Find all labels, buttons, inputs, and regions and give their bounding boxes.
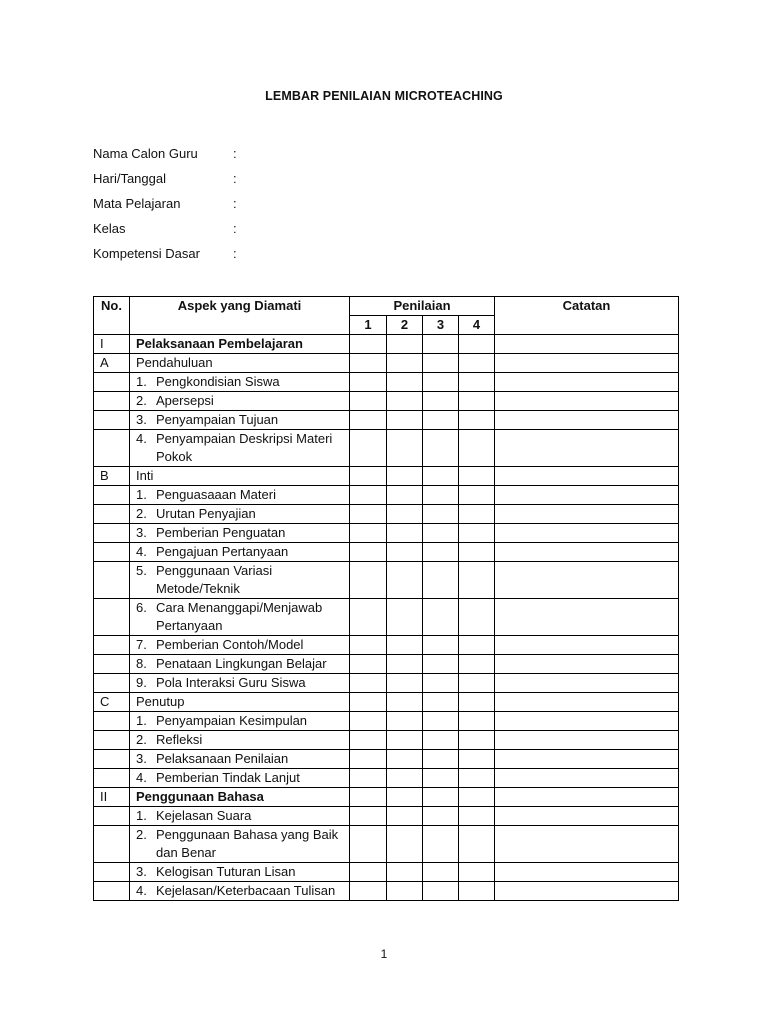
score-cell-2[interactable]: [387, 543, 423, 562]
score-cell-4[interactable]: [459, 430, 495, 467]
score-cell-3[interactable]: [423, 712, 459, 731]
row-number: [94, 430, 130, 467]
score-cell-4[interactable]: [459, 826, 495, 863]
score-cell-2[interactable]: [387, 769, 423, 788]
score-cell-2[interactable]: [387, 411, 423, 430]
item-number: 1.: [136, 487, 147, 502]
table-row: [94, 807, 679, 826]
score-cell-3[interactable]: [423, 788, 459, 807]
score-cell-4[interactable]: [459, 863, 495, 882]
row-aspect: [130, 373, 350, 392]
row-aspect: [130, 636, 350, 655]
item-text: Penataan Lingkungan Belajar: [156, 656, 327, 671]
notes-cell[interactable]: [495, 486, 679, 505]
info-row-nama: [93, 145, 237, 170]
table-row: [94, 769, 679, 788]
notes-cell[interactable]: [495, 807, 679, 826]
item-text: Cara Menanggapi/Menjawab Pertanyaan: [156, 600, 323, 633]
info-label: Nama Calon Guru: [93, 146, 198, 161]
item-number: 2.: [136, 506, 147, 521]
assessment-table: [93, 296, 679, 901]
score-cell-1[interactable]: [350, 826, 387, 863]
score-cell-1[interactable]: [350, 769, 387, 788]
score-cell-2[interactable]: [387, 750, 423, 769]
info-fields: [93, 145, 237, 270]
score-cell-4[interactable]: [459, 655, 495, 674]
header-aspect: Aspek yang Diamati: [130, 297, 350, 335]
score-cell-4[interactable]: [459, 467, 495, 486]
score-cell-4[interactable]: [459, 392, 495, 411]
info-label: Kelas: [93, 221, 126, 236]
item-text: Penyampaian Tujuan: [156, 412, 279, 427]
table-row: [94, 636, 679, 655]
item-text: Pengkondisian Siswa: [156, 374, 280, 389]
info-colon: :: [233, 246, 237, 261]
section-text: Penggunaan Bahasa: [136, 789, 264, 804]
row-number: [94, 826, 130, 863]
table-row: [94, 392, 679, 411]
section-text: Pendahuluan: [136, 355, 213, 370]
row-aspect: [130, 655, 350, 674]
score-cell-2[interactable]: [387, 863, 423, 882]
row-number: C: [94, 693, 130, 712]
notes-cell[interactable]: [495, 769, 679, 788]
item-number: 4.: [136, 544, 147, 559]
info-row-mapel: [93, 195, 237, 220]
score-cell-1[interactable]: [350, 486, 387, 505]
table-row: [94, 524, 679, 543]
score-cell-4[interactable]: [459, 411, 495, 430]
score-cell-1[interactable]: [350, 543, 387, 562]
score-cell-3[interactable]: [423, 882, 459, 901]
table-row: [94, 882, 679, 901]
row-number: [94, 543, 130, 562]
score-cell-1[interactable]: [350, 562, 387, 599]
score-cell-3[interactable]: [423, 655, 459, 674]
notes-cell[interactable]: [495, 712, 679, 731]
table-row: [94, 373, 679, 392]
item-number: 3.: [136, 412, 147, 427]
score-cell-4[interactable]: [459, 882, 495, 901]
row-aspect: [130, 335, 350, 354]
table-row: [94, 354, 679, 373]
table-row: [94, 430, 679, 467]
table-body: [94, 335, 679, 901]
row-number: [94, 674, 130, 693]
row-number: [94, 807, 130, 826]
table-row: [94, 505, 679, 524]
score-cell-2[interactable]: [387, 655, 423, 674]
table-row: [94, 411, 679, 430]
info-row-kelas: [93, 220, 237, 245]
score-cell-2[interactable]: [387, 599, 423, 636]
row-aspect: [130, 693, 350, 712]
score-cell-2[interactable]: [387, 524, 423, 543]
score-cell-3[interactable]: [423, 543, 459, 562]
row-number: [94, 712, 130, 731]
row-number: [94, 392, 130, 411]
score-cell-3[interactable]: [423, 636, 459, 655]
item-number: 1.: [136, 374, 147, 389]
score-cell-3[interactable]: [423, 674, 459, 693]
item-text: Penyampaian Kesimpulan: [156, 713, 308, 728]
score-cell-1[interactable]: [350, 655, 387, 674]
section-text: Pelaksanaan Pembelajaran: [136, 336, 303, 351]
info-label: Mata Pelajaran: [93, 196, 181, 211]
header-score: Penilaian: [350, 297, 495, 316]
score-cell-3[interactable]: [423, 524, 459, 543]
item-number: 4.: [136, 883, 147, 898]
item-text: Pemberian Tindak Lanjut: [156, 770, 300, 785]
score-cell-4[interactable]: [459, 373, 495, 392]
item-text: Penguasaaan Materi: [156, 487, 276, 502]
row-aspect: [130, 769, 350, 788]
item-text: Pengajuan Pertanyaan: [156, 544, 289, 559]
score-cell-2[interactable]: [387, 826, 423, 863]
score-cell-3[interactable]: [423, 693, 459, 712]
section-text: Penutup: [136, 694, 185, 709]
score-cell-2[interactable]: [387, 562, 423, 599]
score-cell-2[interactable]: [387, 788, 423, 807]
table-row: [94, 562, 679, 599]
notes-cell[interactable]: [495, 863, 679, 882]
score-cell-4[interactable]: [459, 788, 495, 807]
item-number: 5.: [136, 563, 147, 578]
score-cell-3[interactable]: [423, 430, 459, 467]
item-number: 2.: [136, 827, 147, 842]
score-cell-2[interactable]: [387, 505, 423, 524]
info-label: Hari/Tanggal: [93, 171, 166, 186]
table-row: [94, 693, 679, 712]
row-number: [94, 769, 130, 788]
score-cell-1[interactable]: [350, 863, 387, 882]
score-cell-4[interactable]: [459, 731, 495, 750]
item-text: Kelogisan Tuturan Lisan: [156, 864, 296, 879]
info-colon: :: [233, 171, 237, 186]
row-aspect: [130, 354, 350, 373]
table-row: [94, 467, 679, 486]
item-text: Pola Interaksi Guru Siswa: [156, 675, 306, 690]
row-aspect: [130, 826, 350, 863]
score-cell-1[interactable]: [350, 505, 387, 524]
row-number: [94, 562, 130, 599]
score-cell-3[interactable]: [423, 411, 459, 430]
item-number: 2.: [136, 732, 147, 747]
item-number: 8.: [136, 656, 147, 671]
row-aspect: [130, 863, 350, 882]
row-aspect: [130, 524, 350, 543]
notes-cell[interactable]: [495, 788, 679, 807]
score-cell-1[interactable]: [350, 674, 387, 693]
row-number: [94, 750, 130, 769]
table-row: [94, 543, 679, 562]
row-number: [94, 731, 130, 750]
item-text: Kejelasan Suara: [156, 808, 252, 823]
score-cell-1[interactable]: [350, 712, 387, 731]
score-cell-4[interactable]: [459, 354, 495, 373]
item-number: 3.: [136, 864, 147, 879]
item-number: 7.: [136, 637, 147, 652]
score-cell-1[interactable]: [350, 411, 387, 430]
row-aspect: [130, 750, 350, 769]
item-text: Pemberian Penguatan: [156, 525, 286, 540]
score-cell-3[interactable]: [423, 599, 459, 636]
score-cell-1[interactable]: [350, 882, 387, 901]
notes-cell[interactable]: [495, 543, 679, 562]
score-cell-3[interactable]: [423, 354, 459, 373]
row-aspect: [130, 430, 350, 467]
score-cell-2[interactable]: [387, 807, 423, 826]
notes-cell[interactable]: [495, 505, 679, 524]
item-text: Pemberian Contoh/Model: [156, 637, 304, 652]
score-cell-2[interactable]: [387, 486, 423, 505]
item-number: 1.: [136, 713, 147, 728]
score-cell-4[interactable]: [459, 599, 495, 636]
score-cell-1[interactable]: [350, 693, 387, 712]
row-aspect: [130, 674, 350, 693]
table-row: [94, 750, 679, 769]
score-cell-4[interactable]: [459, 769, 495, 788]
score-cell-2[interactable]: [387, 335, 423, 354]
score-cell-3[interactable]: [423, 750, 459, 769]
score-cell-3[interactable]: [423, 373, 459, 392]
item-number: 9.: [136, 675, 147, 690]
row-number: [94, 599, 130, 636]
table-row: [94, 863, 679, 882]
notes-cell[interactable]: [495, 335, 679, 354]
row-number: [94, 863, 130, 882]
row-number: [94, 411, 130, 430]
score-cell-3[interactable]: [423, 505, 459, 524]
row-number: [94, 486, 130, 505]
score-cell-4[interactable]: [459, 712, 495, 731]
notes-cell[interactable]: [495, 826, 679, 863]
table-row: [94, 655, 679, 674]
page-number: 1: [380, 947, 388, 961]
score-cell-2[interactable]: [387, 712, 423, 731]
info-colon: :: [233, 146, 237, 161]
row-number: A: [94, 354, 130, 373]
row-aspect: [130, 712, 350, 731]
row-number: [94, 636, 130, 655]
notes-cell[interactable]: [495, 562, 679, 599]
item-number: 4.: [136, 431, 147, 446]
row-aspect: [130, 882, 350, 901]
score-cell-2[interactable]: [387, 373, 423, 392]
notes-cell[interactable]: [495, 467, 679, 486]
notes-cell[interactable]: [495, 354, 679, 373]
score-cell-2[interactable]: [387, 430, 423, 467]
header-no: No.: [94, 297, 130, 335]
info-label: Kompetensi Dasar: [93, 246, 200, 261]
score-cell-3[interactable]: [423, 486, 459, 505]
score-cell-3[interactable]: [423, 863, 459, 882]
score-cell-2[interactable]: [387, 674, 423, 693]
row-aspect: [130, 467, 350, 486]
score-cell-1[interactable]: [350, 636, 387, 655]
notes-cell[interactable]: [495, 430, 679, 467]
score-cell-3[interactable]: [423, 769, 459, 788]
score-cell-4[interactable]: [459, 636, 495, 655]
score-cell-4[interactable]: [459, 486, 495, 505]
notes-cell[interactable]: [495, 392, 679, 411]
row-aspect: [130, 486, 350, 505]
table-row: [94, 674, 679, 693]
header-score-4: 4: [459, 316, 495, 335]
item-text: Refleksi: [156, 732, 203, 747]
header-score-1: 1: [350, 316, 387, 335]
row-aspect: [130, 505, 350, 524]
row-aspect: [130, 392, 350, 411]
table-row: [94, 712, 679, 731]
item-text: Penggunaan Bahasa yang Baik dan Benar: [156, 827, 339, 860]
item-text: Kejelasan/Keterbacaan Tulisan: [156, 883, 336, 898]
score-cell-4[interactable]: [459, 674, 495, 693]
score-cell-1[interactable]: [350, 335, 387, 354]
score-cell-4[interactable]: [459, 693, 495, 712]
row-number: [94, 655, 130, 674]
row-aspect: [130, 599, 350, 636]
page-title: LEMBAR PENILAIAN MICROTEACHING: [265, 89, 503, 103]
info-row-kd: [93, 245, 237, 270]
score-cell-3[interactable]: [423, 826, 459, 863]
row-number: II: [94, 788, 130, 807]
item-text: Urutan Penyajian: [156, 506, 256, 521]
score-cell-1[interactable]: [350, 467, 387, 486]
row-aspect: [130, 788, 350, 807]
item-number: 3.: [136, 751, 147, 766]
score-cell-2[interactable]: [387, 882, 423, 901]
table-row: [94, 826, 679, 863]
score-cell-1[interactable]: [350, 599, 387, 636]
item-text: Apersepsi: [156, 393, 214, 408]
item-number: 1.: [136, 808, 147, 823]
notes-cell[interactable]: [495, 882, 679, 901]
score-cell-4[interactable]: [459, 524, 495, 543]
score-cell-4[interactable]: [459, 750, 495, 769]
notes-cell[interactable]: [495, 655, 679, 674]
table-row: [94, 599, 679, 636]
notes-cell[interactable]: [495, 524, 679, 543]
score-cell-3[interactable]: [423, 392, 459, 411]
notes-cell[interactable]: [495, 636, 679, 655]
row-number: B: [94, 467, 130, 486]
info-colon: :: [233, 196, 237, 211]
score-cell-1[interactable]: [350, 524, 387, 543]
info-colon: :: [233, 221, 237, 236]
item-text: Penggunaan Variasi Metode/Teknik: [156, 563, 273, 596]
score-cell-4[interactable]: [459, 505, 495, 524]
score-cell-1[interactable]: [350, 354, 387, 373]
score-cell-2[interactable]: [387, 392, 423, 411]
row-number: [94, 882, 130, 901]
row-number: [94, 505, 130, 524]
item-text: Penyampaian Deskripsi Materi Pokok: [156, 431, 333, 464]
row-number: I: [94, 335, 130, 354]
score-cell-2[interactable]: [387, 693, 423, 712]
score-cell-2[interactable]: [387, 731, 423, 750]
score-cell-3[interactable]: [423, 335, 459, 354]
notes-cell[interactable]: [495, 411, 679, 430]
item-number: 6.: [136, 600, 147, 615]
score-cell-2[interactable]: [387, 354, 423, 373]
table-row: [94, 731, 679, 750]
notes-cell[interactable]: [495, 373, 679, 392]
score-cell-1[interactable]: [350, 430, 387, 467]
row-aspect: [130, 562, 350, 599]
notes-cell[interactable]: [495, 599, 679, 636]
item-number: 3.: [136, 525, 147, 540]
score-cell-1[interactable]: [350, 731, 387, 750]
row-number: [94, 373, 130, 392]
header-score-2: 2: [387, 316, 423, 335]
score-cell-2[interactable]: [387, 467, 423, 486]
score-cell-1[interactable]: [350, 392, 387, 411]
score-cell-4[interactable]: [459, 335, 495, 354]
notes-cell[interactable]: [495, 674, 679, 693]
score-cell-3[interactable]: [423, 467, 459, 486]
table-row: [94, 486, 679, 505]
section-text: Inti: [136, 468, 154, 483]
notes-cell[interactable]: [495, 750, 679, 769]
score-cell-2[interactable]: [387, 636, 423, 655]
score-cell-4[interactable]: [459, 562, 495, 599]
score-cell-1[interactable]: [350, 788, 387, 807]
info-row-hari: [93, 170, 237, 195]
row-aspect: [130, 807, 350, 826]
table-row: [94, 788, 679, 807]
row-number: [94, 524, 130, 543]
row-aspect: [130, 543, 350, 562]
score-cell-4[interactable]: [459, 543, 495, 562]
header-score-3: 3: [423, 316, 459, 335]
item-text: Pelaksanaan Penilaian: [156, 751, 289, 766]
item-number: 2.: [136, 393, 147, 408]
row-aspect: [130, 411, 350, 430]
notes-cell[interactable]: [495, 731, 679, 750]
score-cell-3[interactable]: [423, 807, 459, 826]
score-cell-4[interactable]: [459, 807, 495, 826]
score-cell-3[interactable]: [423, 562, 459, 599]
score-cell-1[interactable]: [350, 373, 387, 392]
row-aspect: [130, 731, 350, 750]
score-cell-1[interactable]: [350, 750, 387, 769]
header-notes: Catatan: [495, 297, 679, 335]
score-cell-1[interactable]: [350, 807, 387, 826]
score-cell-3[interactable]: [423, 731, 459, 750]
item-number: 4.: [136, 770, 147, 785]
notes-cell[interactable]: [495, 693, 679, 712]
table-row: [94, 335, 679, 354]
